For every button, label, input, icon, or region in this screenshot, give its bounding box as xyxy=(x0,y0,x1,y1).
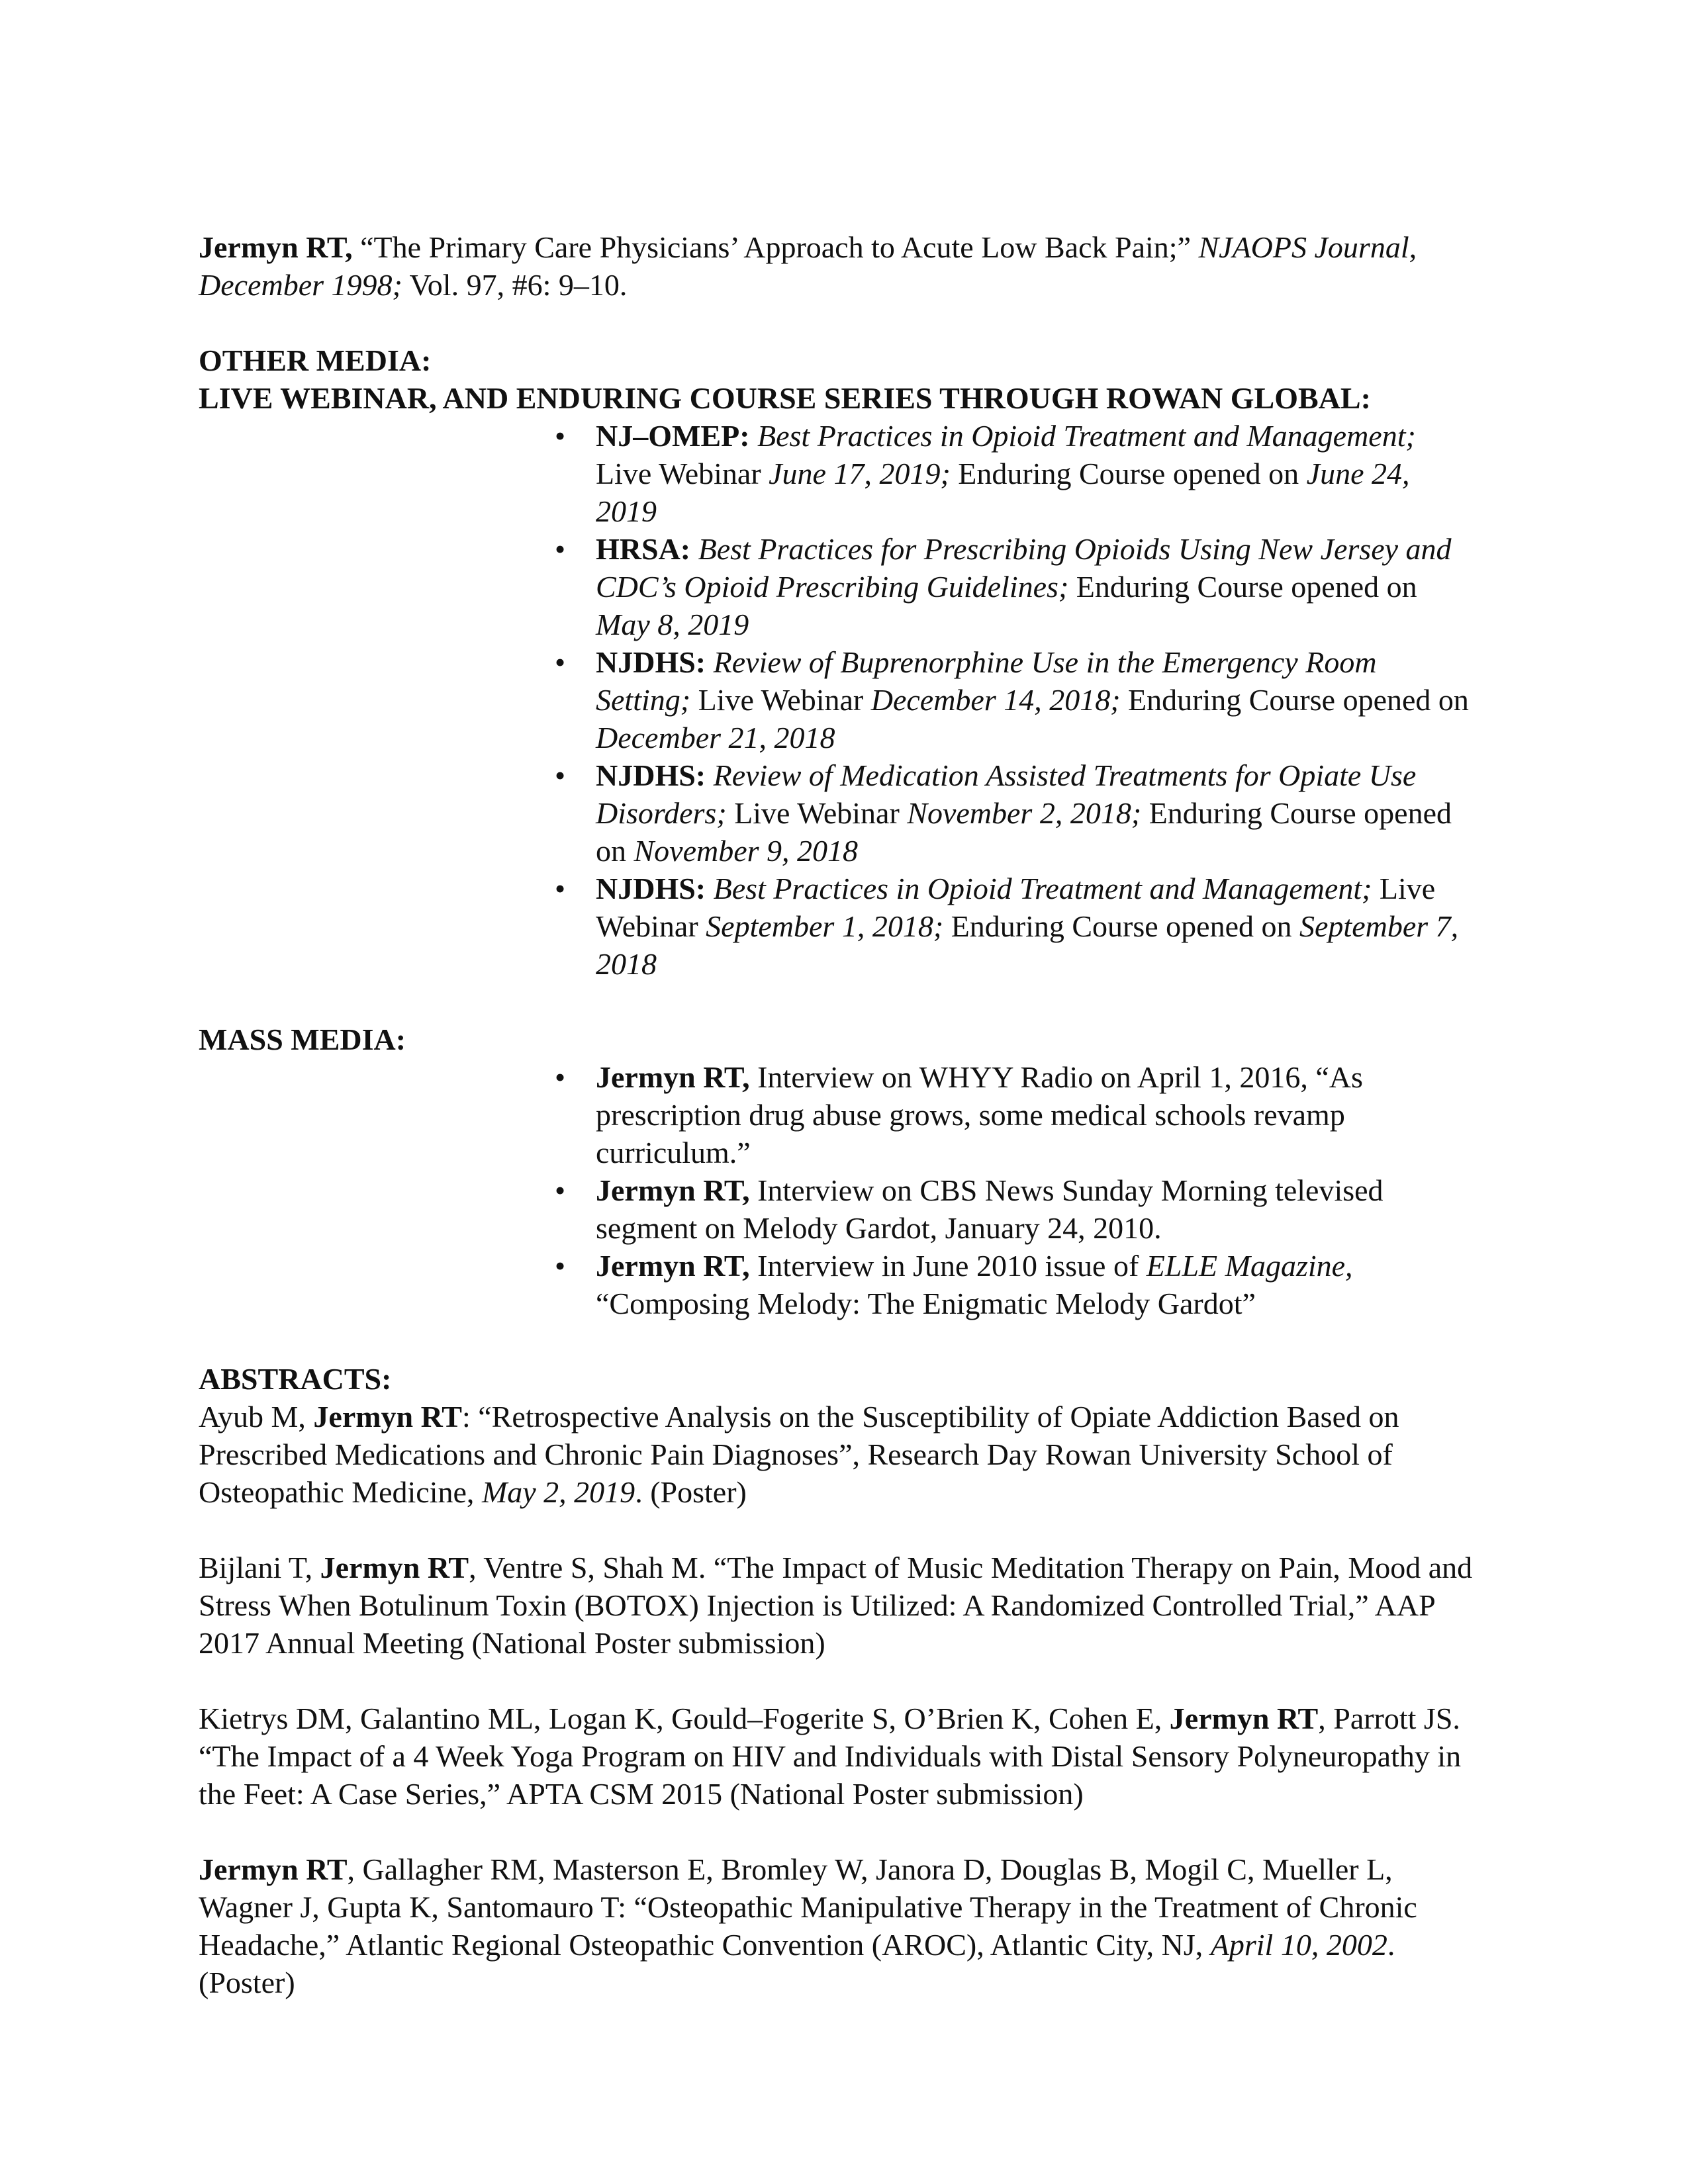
item-text: Live Webinar xyxy=(596,457,769,490)
abstract-text: . (Poster) xyxy=(635,1475,747,1509)
date: September 1, 2018; xyxy=(706,909,944,943)
date: June 17, 2019; xyxy=(769,457,951,490)
list-item xyxy=(549,530,1476,643)
date: June 24, 2019 xyxy=(596,457,1410,528)
item-text: Enduring Course opened on xyxy=(1120,683,1469,717)
org-label: NJDHS: xyxy=(596,872,706,905)
abstract-entry xyxy=(199,1700,1489,1813)
publication-title: “The Primary Care Physicians’ Approach to Acute Low Back Pain;” xyxy=(352,230,1199,264)
date: May 8, 2019 xyxy=(596,608,749,641)
item-text: Enduring Course opened on xyxy=(596,796,1452,868)
mass-media-list xyxy=(549,1058,1476,1322)
abstract-text: Bijlani T, xyxy=(199,1551,320,1584)
webinar-series-heading: LIVE WEBINAR, AND ENDURING COURSE SERIES THROUGH ROWAN GLOBAL: xyxy=(199,381,1371,415)
org-label: NJ–OMEP: xyxy=(596,419,750,453)
list-item xyxy=(549,1171,1476,1247)
abstract-text: Kietrys DM, Galantino ML, Logan K, Gould–Fogerite S, O’Brien K, Cohen E, xyxy=(199,1702,1170,1735)
author-name: Jermyn RT xyxy=(320,1551,469,1584)
abstract-text: , Parrott JS. “The Impact of a 4 Week Yoga Program on HIV and Individuals with Distal Sensory Polyneuropathy in the Feet: A Case Series,” APTA CSM 2015 (National Poster submission) xyxy=(199,1702,1462,1811)
list-item xyxy=(549,643,1476,756)
item-text: “Composing Melody: The Enigmatic Melody Gardot” xyxy=(596,1287,1256,1320)
abstract-text: , Ventre S, Shah M. “The Impact of Music Meditation Therapy on Pain, Mood and Stress When Botulinum Toxin (BOTOX) Injection is Utilized: A Randomized Controlled Trial,” AAP 2017 Annual Meeting (National Poster submission) xyxy=(199,1551,1473,1660)
org-label: NJDHS: xyxy=(596,758,706,792)
date: November 2, 2018; xyxy=(907,796,1142,830)
item-text: Live Webinar xyxy=(596,872,1436,943)
course-title: Best Practices in Opioid Treatment and Management; xyxy=(706,872,1372,905)
abstract-date: May 2, 2019 xyxy=(481,1475,635,1509)
list-item xyxy=(549,1058,1476,1171)
item-text: Enduring Course opened on xyxy=(950,457,1307,490)
item-italic: ELLE Magazine, xyxy=(1146,1249,1353,1283)
mass-media-heading: MASS MEDIA: xyxy=(199,1023,406,1056)
abstract-text: Ayub M, xyxy=(199,1400,314,1433)
author-name: Jermyn RT xyxy=(313,1400,462,1433)
item-text: Interview in June 2010 issue of xyxy=(749,1249,1147,1283)
abstract-entry xyxy=(199,1850,1489,2001)
webinar-list xyxy=(549,417,1476,983)
abstracts-heading: ABSTRACTS: xyxy=(199,1362,392,1396)
course-title: Review of Medication Assisted Treatments for Opiate Use Disorders; xyxy=(596,758,1417,830)
publication-author: Jermyn RT, xyxy=(199,230,353,264)
author-name: Jermyn RT xyxy=(1169,1702,1319,1735)
author-name: Jermyn RT, xyxy=(596,1249,750,1283)
date: December 14, 2018; xyxy=(870,683,1121,717)
course-title: Review of Buprenorphine Use in the Emergency Room Setting; xyxy=(596,645,1377,717)
author-name: Jermyn RT, xyxy=(596,1060,750,1094)
item-text: Enduring Course opened on xyxy=(943,909,1300,943)
item-text: Enduring Course opened on xyxy=(1068,570,1417,604)
item-text: Live Webinar xyxy=(690,683,871,717)
org-label: HRSA: xyxy=(596,532,691,566)
list-item xyxy=(549,756,1476,870)
date: November 9, 2018 xyxy=(633,834,859,868)
org-label: NJDHS: xyxy=(596,645,706,679)
abstract-text: , Gallagher RM, Masterson E, Bromley W, Janora D, Douglas B, Mogil C, Mueller L, Wagner J, Gupta K, Santomauro T: “Osteopathic Manipulative Therapy in the Treatment of Chronic Headache,” Atlantic Regional Osteopathic Convention (AROC), Atlantic City, NJ, xyxy=(199,1852,1417,1962)
abstract-text: . (Poster) xyxy=(199,1928,1395,1999)
item-text: Interview on WHYY Radio on April 1, 2016, “As prescription drug abuse grows, some medical schools revamp curriculum.” xyxy=(596,1060,1363,1169)
course-title: Best Practices in Opioid Treatment and Management; xyxy=(749,419,1416,453)
abstract-date: April 10, 2002 xyxy=(1210,1928,1387,1962)
list-item xyxy=(549,1247,1476,1322)
document-body xyxy=(199,228,1489,2001)
other-media-heading: OTHER MEDIA: xyxy=(199,343,432,377)
abstract-entry xyxy=(199,1398,1489,1511)
author-name: Jermyn RT, xyxy=(596,1173,750,1207)
publication-details: Vol. 97, #6: 9–10. xyxy=(402,268,628,302)
course-title: Best Practices for Prescribing Opioids Using New Jersey and CDC’s Opioid Prescribing Guidelines; xyxy=(596,532,1452,604)
abstract-entry xyxy=(199,1549,1489,1662)
list-item xyxy=(549,870,1476,983)
list-item xyxy=(549,417,1476,530)
date: September 7, 2018 xyxy=(596,909,1459,981)
date: December 21, 2018 xyxy=(596,721,835,754)
publication-entry xyxy=(199,228,1489,304)
publication-journal: NJAOPS Journal, December 1998; xyxy=(199,230,1417,302)
item-text: Interview on CBS News Sunday Morning televised segment on Melody Gardot, January 24, 2010. xyxy=(596,1173,1383,1245)
abstract-text: : “Retrospective Analysis on the Susceptibility of Opiate Addiction Based on Prescribed Medications and Chronic Pain Diagnoses”, Research Day Rowan University School of Osteopathic Medicine, xyxy=(199,1400,1399,1509)
item-text: Live Webinar xyxy=(726,796,908,830)
author-name: Jermyn RT xyxy=(199,1852,348,1886)
